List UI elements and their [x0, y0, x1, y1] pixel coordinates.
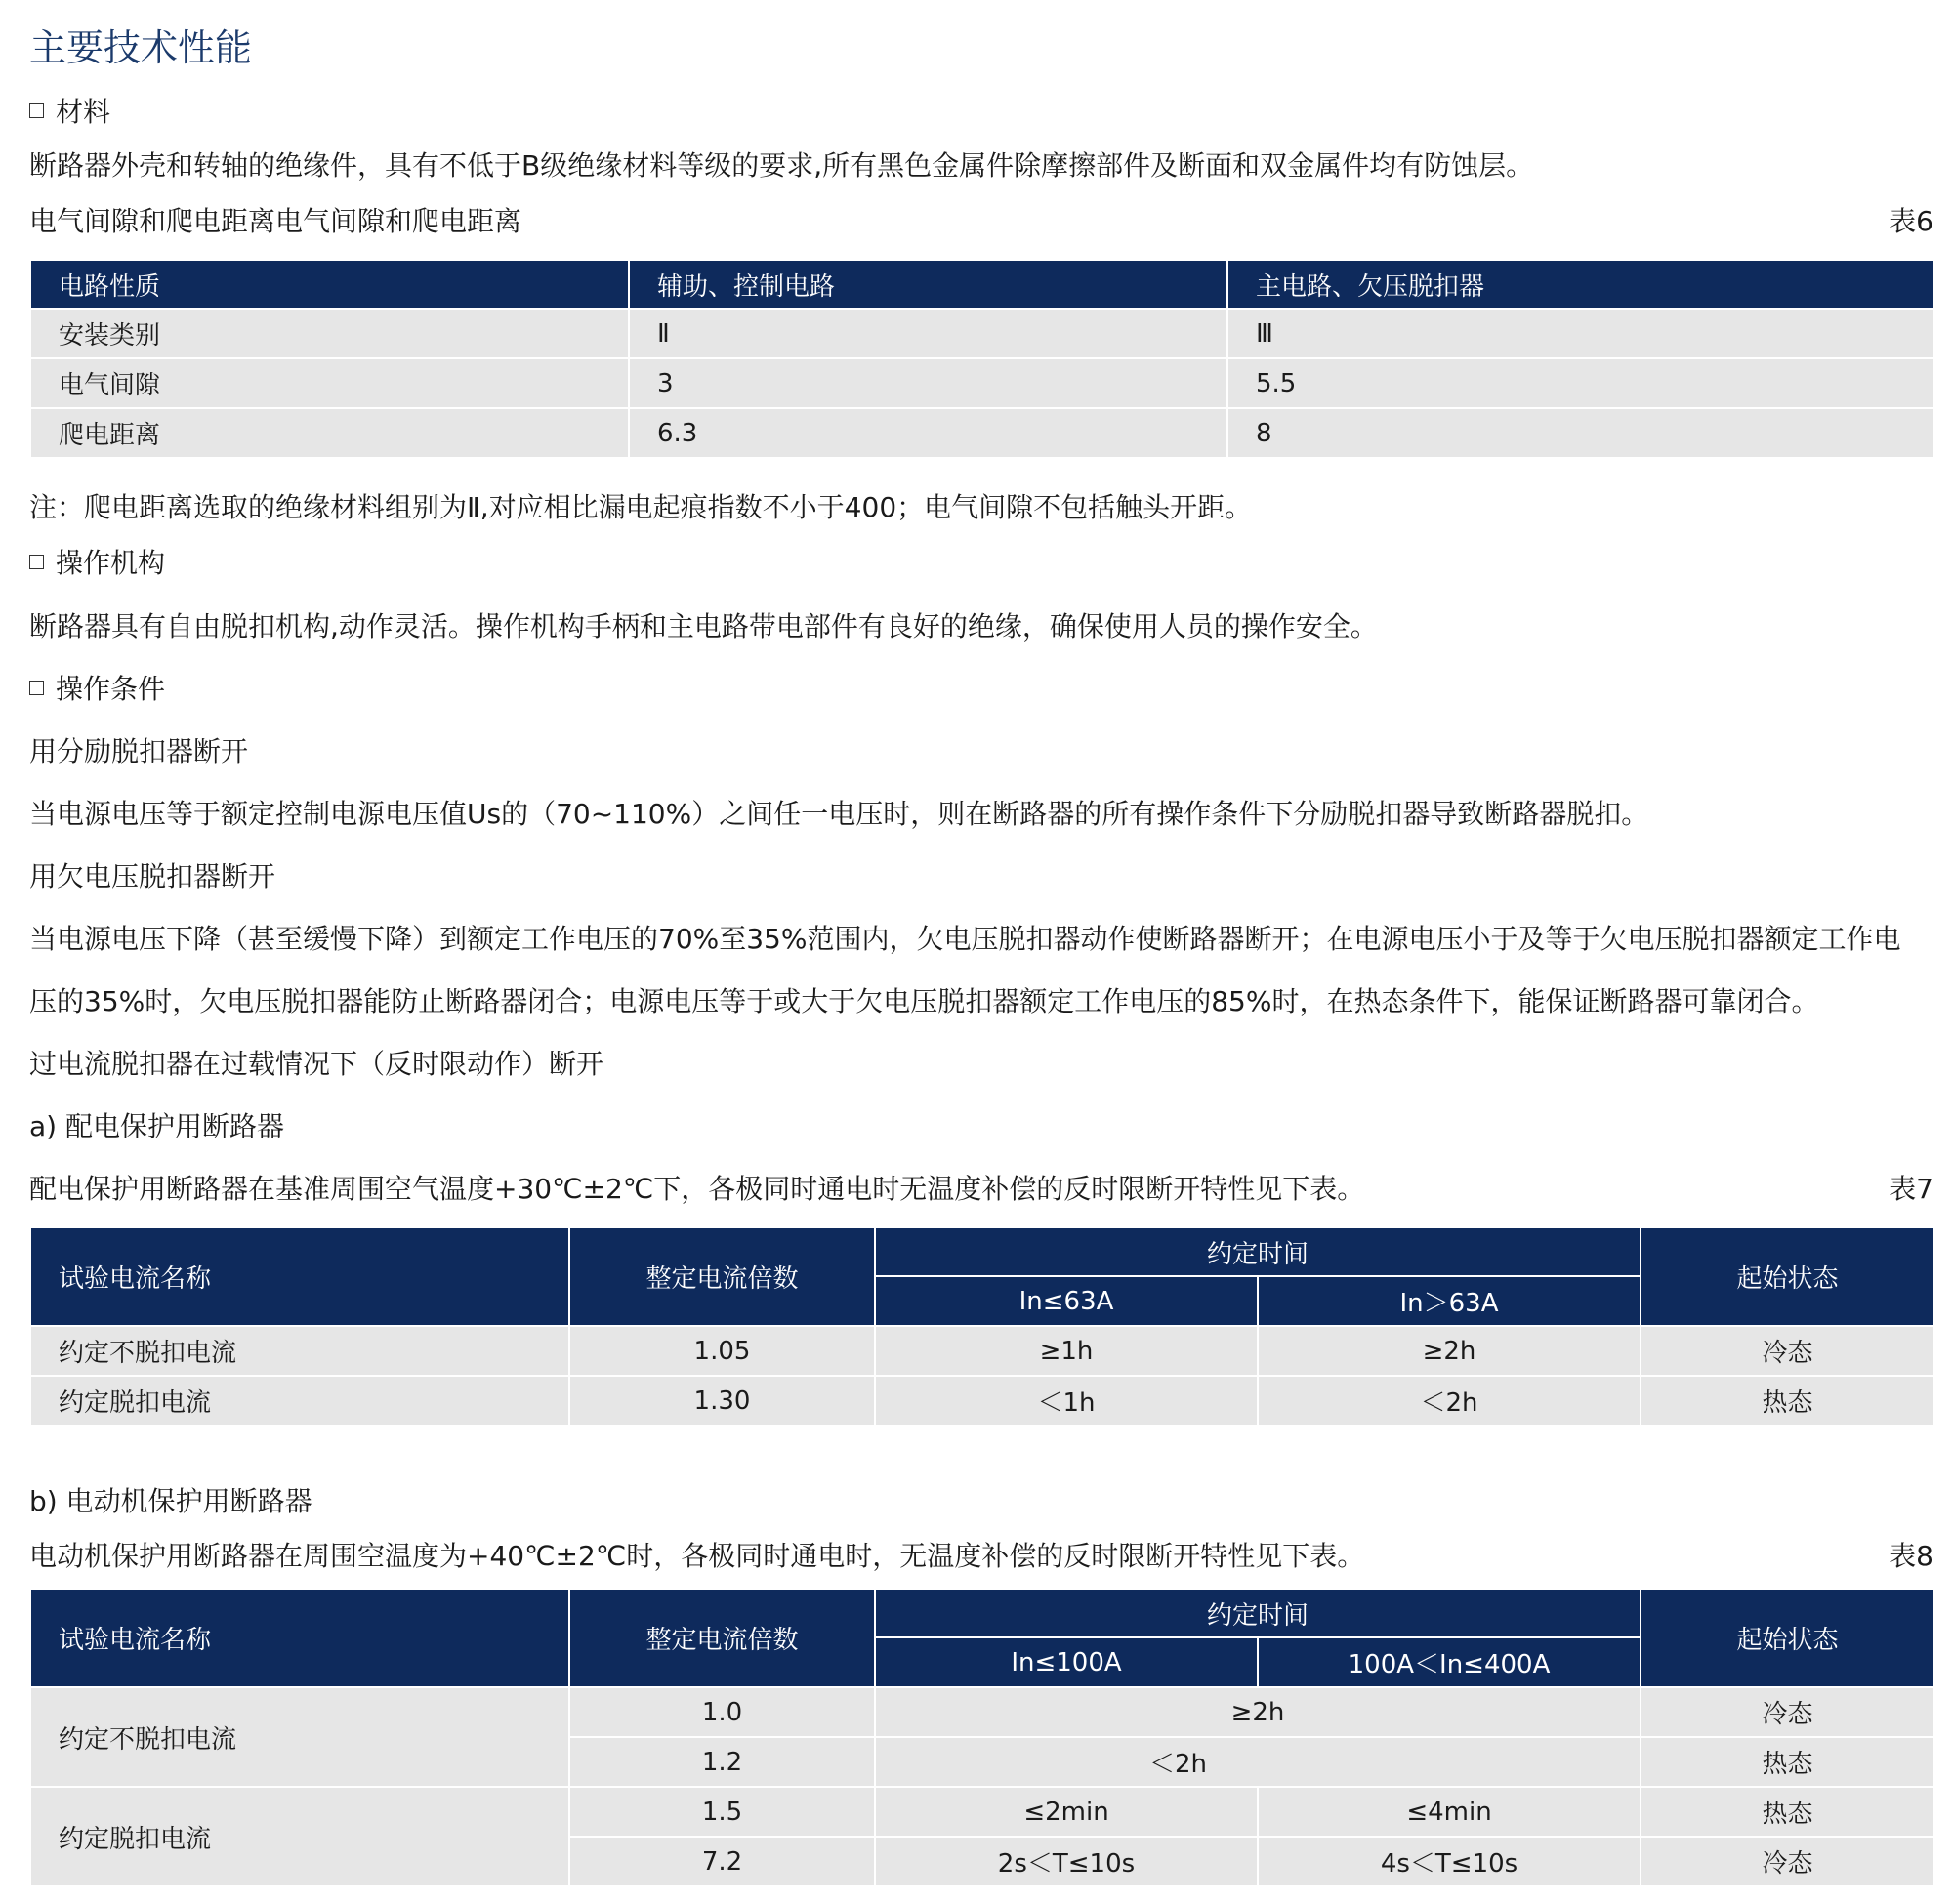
table-cell: 约定脱扣电流	[30, 1376, 569, 1426]
section-material	[29, 93, 110, 132]
table-row	[30, 358, 1934, 408]
table-cell: 热态	[1641, 1737, 1934, 1787]
checkbox-icon	[29, 555, 44, 569]
table-cell: ≥2h	[875, 1687, 1641, 1737]
table-cell: 5.5	[1227, 358, 1934, 408]
table-6	[29, 259, 1935, 459]
table-header: 整定电流倍数	[569, 1589, 875, 1687]
shunt-text: 当电源电压等于额定控制电源电压值Us的（70~110%）之间任一电压时，则在断路器的所有操作条件下分励脱扣器导致断路器脱扣。	[29, 798, 1649, 830]
table-cell: 冷态	[1641, 1837, 1934, 1886]
table-header: 试验电流名称	[30, 1589, 569, 1687]
table-cell: 热态	[1641, 1787, 1934, 1837]
table-cell: ＜2h	[875, 1737, 1641, 1787]
table-cell: ≤4min	[1258, 1787, 1641, 1837]
material-text: 断路器外壳和转轴的绝缘件，具有不低于B级绝缘材料等级的要求,所有黑色金属件除摩擦部件及断面和双金属件均有防蚀层。	[29, 149, 1534, 182]
table-cell: ＜2h	[1258, 1376, 1641, 1426]
table-header: In≤63A	[875, 1276, 1258, 1326]
section-a-text: 配电保护用断路器在基准周围空气温度+30℃±2℃下，各极同时通电时无温度补偿的反时限断开特性见下表。	[29, 1173, 1365, 1205]
page-title: 主要技术性能	[29, 26, 253, 69]
table-header: 主电路、欠压脱扣器	[1227, 260, 1934, 309]
table-row	[30, 408, 1934, 458]
table7-label: 表7	[1889, 1173, 1933, 1205]
mechanism-text: 断路器具有自由脱扣机构,动作灵活。操作机构手柄和主电路带电部件有良好的绝缘，确保使用人员的操作安全。	[29, 610, 1378, 642]
section-b-text: 电动机保护用断路器在周围空温度为+40℃±2℃时，各极同时通电时，无温度补偿的反时限断开特性见下表。	[29, 1540, 1365, 1572]
table-row	[30, 1687, 1934, 1737]
table-cell: 4s＜T≤10s	[1258, 1837, 1641, 1886]
checkbox-icon	[29, 103, 44, 118]
section-label: 材料	[56, 96, 111, 128]
table-row	[30, 309, 1934, 358]
table-header: 100A＜In≤400A	[1258, 1637, 1641, 1687]
table-cell: 1.5	[569, 1787, 875, 1837]
section-a-title: a) 配电保护用断路器	[29, 1110, 284, 1142]
uv-text-1: 当电源电压下降（甚至缓慢下降）到额定工作电压的70%至35%范围内，欠电压脱扣器动作使断路器断开；在电源电压小于及等于欠电压脱扣器额定工作电	[29, 923, 1901, 955]
table-cell: 冷态	[1641, 1326, 1934, 1376]
table-cell: 7.2	[569, 1837, 875, 1886]
table-header: 电路性质	[30, 260, 629, 309]
table-cell: 约定脱扣电流	[30, 1787, 569, 1886]
table-cell: 1.0	[569, 1687, 875, 1737]
table-cell: 冷态	[1641, 1687, 1934, 1737]
table-cell: 3	[629, 358, 1227, 408]
table-header: 辅助、控制电路	[629, 260, 1227, 309]
table-cell: 热态	[1641, 1376, 1934, 1426]
overcurrent-title: 过电流脱扣器在过载情况下（反时限动作）断开	[29, 1048, 604, 1080]
table-row	[30, 1376, 1934, 1426]
table-8	[29, 1588, 1935, 1887]
table-cell: 1.05	[569, 1326, 875, 1376]
table-header: 试验电流名称	[30, 1227, 569, 1326]
table-cell: 约定不脱扣电流	[30, 1326, 569, 1376]
table-header: In≤100A	[875, 1637, 1258, 1687]
section-mechanism	[29, 544, 165, 583]
table-cell: 1.2	[569, 1737, 875, 1787]
table6-label: 表6	[1889, 205, 1933, 237]
table-header: In＞63A	[1258, 1276, 1641, 1326]
table-cell: ≤2min	[875, 1787, 1258, 1837]
table-row	[30, 1326, 1934, 1376]
note-text: 注：爬电距离选取的绝缘材料组别为Ⅱ,对应相比漏电起痕指数不小于400；电气间隙不包括触头开距。	[29, 491, 1253, 523]
table-cell: Ⅲ	[1227, 309, 1934, 358]
table-cell: 6.3	[629, 408, 1227, 458]
table-cell: 爬电距离	[30, 408, 629, 458]
table-cell: 8	[1227, 408, 1934, 458]
table-header: 整定电流倍数	[569, 1227, 875, 1326]
table-header: 起始状态	[1641, 1227, 1934, 1326]
table-cell: 电气间隙	[30, 358, 629, 408]
table-row	[30, 1787, 1934, 1837]
table-header: 起始状态	[1641, 1589, 1934, 1687]
section-conditions	[29, 670, 165, 709]
table-cell: 2s＜T≤10s	[875, 1837, 1258, 1886]
table8-label: 表8	[1889, 1540, 1933, 1572]
uv-title: 用欠电压脱扣器断开	[29, 860, 276, 892]
table-cell: Ⅱ	[629, 309, 1227, 358]
table-cell: ＜1h	[875, 1376, 1258, 1426]
table-header: 约定时间	[875, 1589, 1641, 1637]
uv-text-2: 压的35%时，欠电压脱扣器能防止断路器闭合；电源电压等于或大于欠电压脱扣器额定工作电压的85%时，在热态条件下，能保证断路器可靠闭合。	[29, 985, 1819, 1017]
checkbox-icon	[29, 681, 44, 695]
section-b-title: b) 电动机保护用断路器	[29, 1485, 312, 1517]
table6-caption: 电气间隙和爬电距离电气间隙和爬电距离	[29, 205, 522, 237]
section-label: 操作机构	[56, 547, 166, 579]
section-label: 操作条件	[56, 673, 166, 705]
table-cell: ≥2h	[1258, 1326, 1641, 1376]
table-cell: 1.30	[569, 1376, 875, 1426]
table-cell: 安装类别	[30, 309, 629, 358]
table-header: 约定时间	[875, 1227, 1641, 1276]
table-cell: ≥1h	[875, 1326, 1258, 1376]
table-cell: 约定不脱扣电流	[30, 1687, 569, 1787]
table-7	[29, 1226, 1935, 1427]
shunt-title: 用分励脱扣器断开	[29, 735, 249, 767]
